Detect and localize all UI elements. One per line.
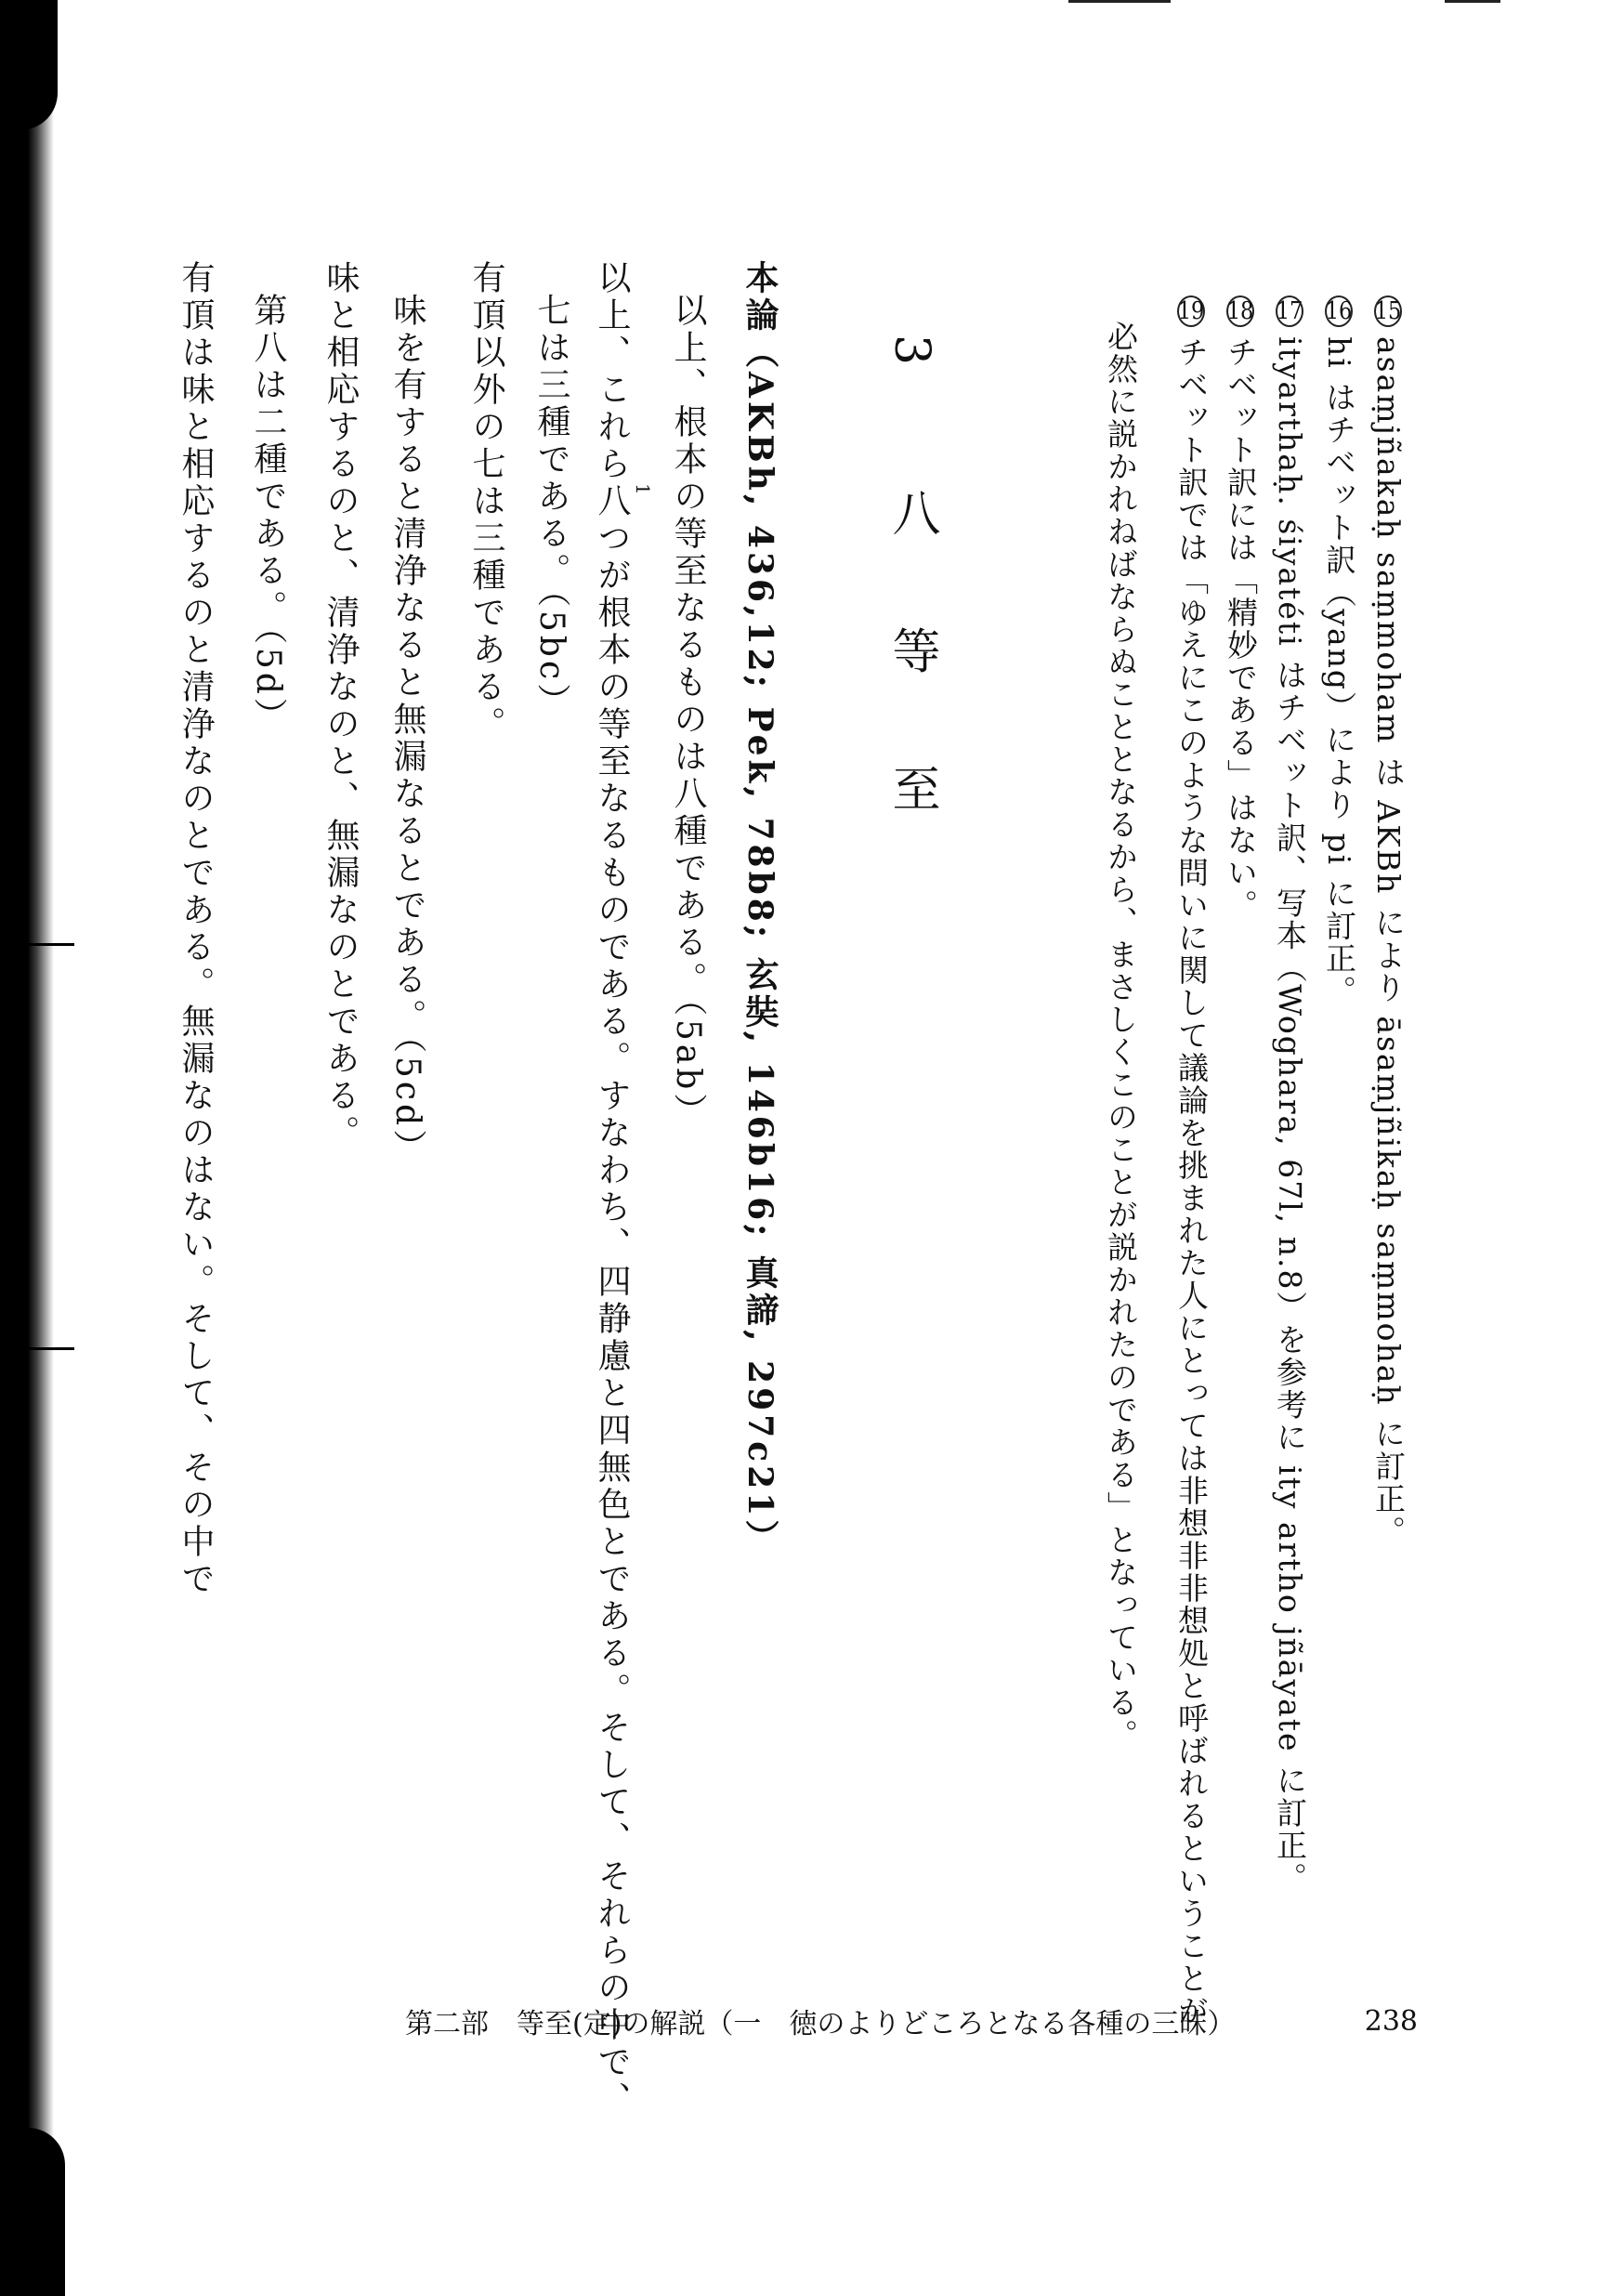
- body-verse-5ab: 以上、根本の等至なるものは八種である。（5ab）: [669, 293, 707, 1131]
- note-15: [1370, 295, 1407, 1549]
- running-head: 第二部 等至(定)の解説（一 徳のよりどころとなる各種の三昧）: [405, 2008, 1236, 2040]
- note-18: [1223, 295, 1259, 927]
- note-19-continued: [1103, 321, 1139, 1752]
- note-text: 必然に説かれねばならぬこととなるから、まさしくこのことが説かれたのである」となっている。: [1103, 321, 1139, 1752]
- page-number: 238: [1364, 2004, 1418, 2038]
- note-number: 19: [1177, 295, 1205, 327]
- note-number: 16: [1325, 295, 1353, 327]
- body-verse-5cd: 味を有すると清浄なると無漏なるとである。（5cd）: [388, 293, 426, 1167]
- scan-blob-bottom: [0, 2128, 65, 2296]
- note-text: hi はチベット訳（yang）により pi に訂正。: [1321, 336, 1357, 1008]
- note-text: asaṃjñakaḥ saṃmoham は AKBh により āsaṃjñikaḥ saṃmohaḥ に訂正。: [1370, 336, 1407, 1549]
- footnote-marker: 1: [632, 483, 654, 499]
- note-text: ityarthaḥ. śiyatéti はチベット訳、写本（Woghara, 67l, n.8）を参考に ity artho jñāyate に訂正。: [1272, 336, 1308, 1896]
- note-number: 15: [1374, 295, 1402, 327]
- section-title: 3 八 等 至: [884, 335, 939, 850]
- note-text: チベット訳には「精妙である」はない。: [1223, 336, 1259, 922]
- scan-tick: [0, 1347, 74, 1350]
- scan-spine-shadow: [0, 0, 54, 2296]
- body-commentary-2: 有頂以外の七は三種である。: [467, 260, 505, 743]
- body-commentary-3: 味と相応するのと、清浄なのと、無漏なのとである。: [321, 260, 360, 1152]
- scan-blob-top: [0, 0, 58, 130]
- body-commentary-4: 有頂は味と相応するのと清浄なのとである。無漏なのはない。そして、その中で: [177, 260, 215, 1598]
- scan-tick: [0, 943, 74, 946]
- page-footer: [405, 1993, 1418, 2049]
- body-verse-5d: 第八は二種である。（5d）: [249, 293, 287, 735]
- note-text: チベット訳では「ゆえにこのような問いに関して議論を挑まれた人にとっては非想非非想処と呼ばれるということが: [1173, 336, 1210, 2027]
- body-text: 以上、これら八つが根本の等至なるものである。すなわち、四静慮と四無色とである。そして、それらの中で、: [593, 260, 631, 2119]
- scan-top-line: [1445, 0, 1500, 3]
- note-17: [1272, 295, 1308, 1896]
- body-verse-5bc: 七は三種である。（5bc）: [532, 293, 570, 721]
- scan-top-line: [1068, 0, 1171, 3]
- note-16: [1321, 295, 1357, 1008]
- body-commentary-1: [593, 260, 631, 2119]
- note-number: 18: [1226, 295, 1254, 327]
- note-number: 17: [1276, 295, 1303, 327]
- body-source-line: 本論（AKBh, 436,12; Pek, 78b8; 玄奘, 146b16; 真諦, 297c21）: [740, 260, 779, 1557]
- note-19: [1173, 295, 1210, 2027]
